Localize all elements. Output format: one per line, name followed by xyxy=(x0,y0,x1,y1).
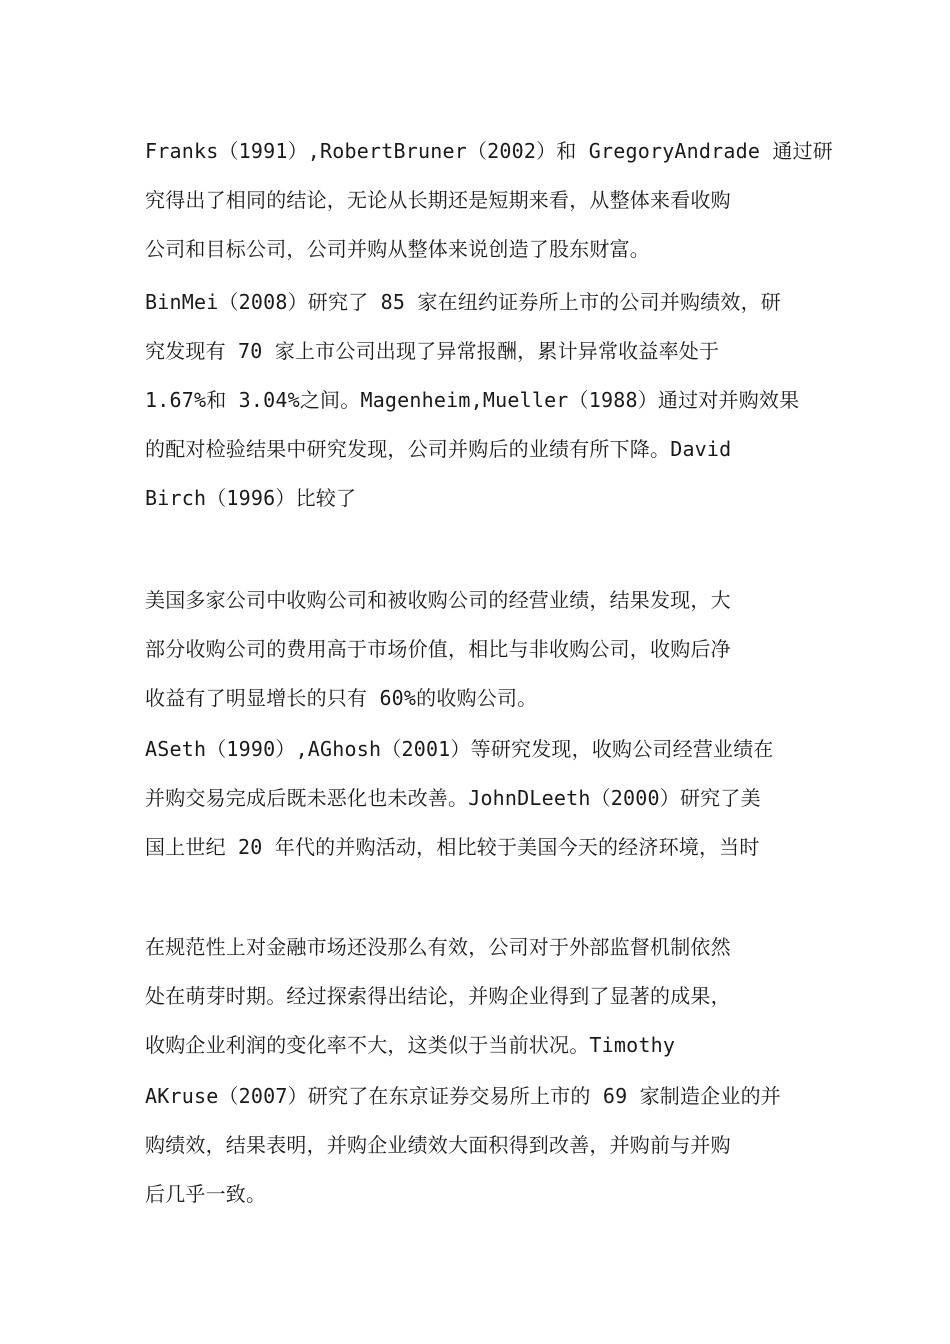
text-line: 后几乎一致。 xyxy=(145,1182,267,1206)
text-line: ASeth（1990）,AGhosh（2001）等研究发现，收购公司经营业绩在 xyxy=(145,737,774,761)
text-line: 在规范性上对金融市场还没那么有效，公司对于外部监督机制依然 xyxy=(145,935,731,959)
text-line: 美国多家公司中收购公司和被收购公司的经营业绩，结果发现，大 xyxy=(145,588,731,612)
text-line: 并购交易完成后既未恶化也未改善。JohnDLeeth（2000）研究了美 xyxy=(145,786,761,810)
text-line: 究发现有 70 家上市公司出现了异常报酬，累计异常收益率处于 xyxy=(145,339,720,363)
text-line: 的配对检验结果中研究发现，公司并购后的业绩有所下降。David xyxy=(145,437,732,461)
text-line: BinMei（2008）研究了 85 家在纽约证券所上市的公司并购绩效，研 xyxy=(145,290,781,314)
text-line: 国上世纪 20 年代的并购活动，相比较于美国今天的经济环境，当时 xyxy=(145,835,760,859)
text-line: 处在萌芽时期。经过探索得出结论，并购企业得到了显著的成果， xyxy=(145,984,731,1008)
text-line: 收购企业利润的变化率不大，这类似于当前状况。Timothy xyxy=(145,1033,676,1057)
text-line: 购绩效，结果表明，并购企业绩效大面积得到改善，并购前与并购 xyxy=(145,1133,731,1157)
text-line: Birch（1996）比较了 xyxy=(145,486,357,510)
text-line: 部分收购公司的费用高于市场价值，相比与非收购公司，收购后净 xyxy=(145,637,731,661)
text-line: 收益有了明显增长的只有 60%的收购公司。 xyxy=(145,686,538,710)
text-line: 1.67%和 3.04%之间。Magenheim,Mueller（1988）通过对并购效果 xyxy=(145,388,800,412)
text-line: 公司和目标公司，公司并购从整体来说创造了股东财富。 xyxy=(145,237,650,261)
text-line: AKruse（2007）研究了在东京证券交易所上市的 69 家制造企业的并 xyxy=(145,1084,781,1108)
text-line: Franks（1991）,RobertBruner（2002）和 GregoryAndrade 通过研 xyxy=(145,139,833,163)
text-line: 究得出了相同的结论，无论从长期还是短期来看，从整体来看收购 xyxy=(145,188,731,212)
